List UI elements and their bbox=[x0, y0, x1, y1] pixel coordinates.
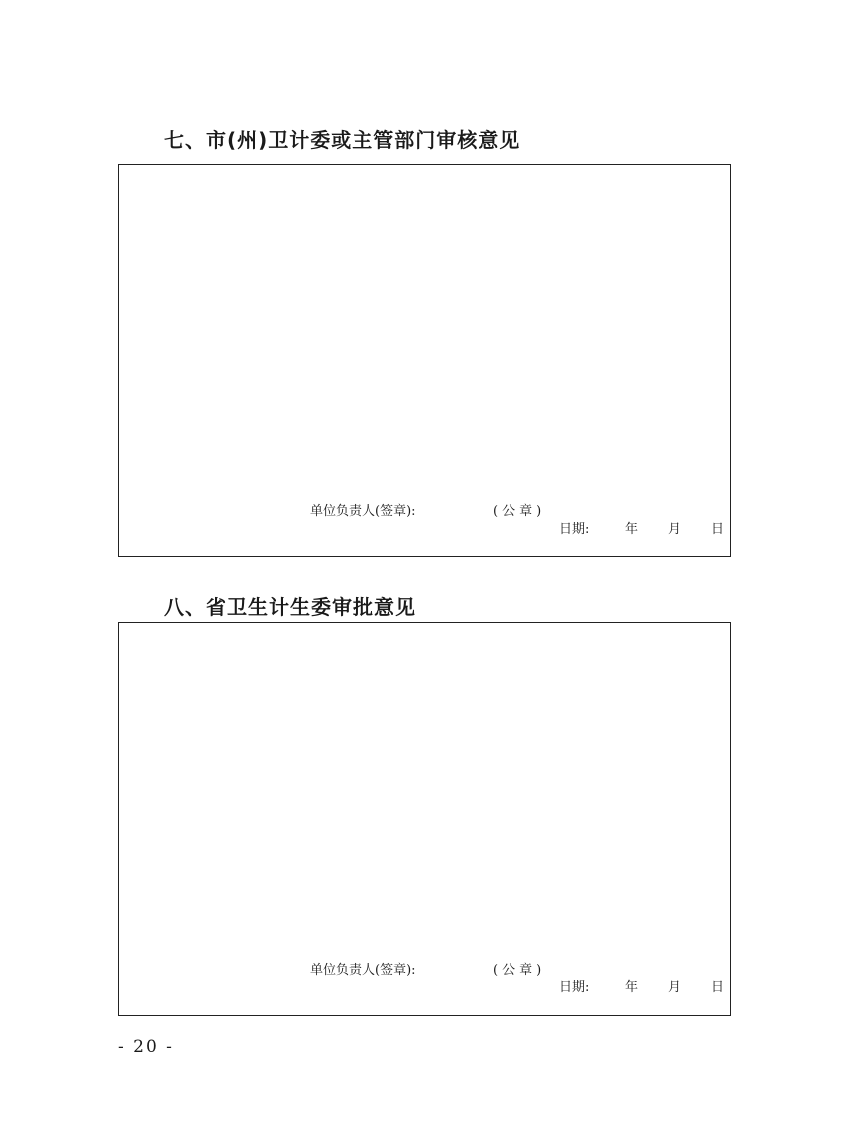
section-8-seal-label: (公章) bbox=[493, 963, 546, 978]
section-7-day-label: 日 bbox=[710, 522, 724, 537]
section-8-title: 八、省卫生计生委审批意见 bbox=[164, 595, 416, 619]
section-7-year-label: 年 bbox=[624, 522, 638, 537]
section-7-title: 七、市(州)卫计委或主管部门审核意见 bbox=[164, 128, 521, 152]
section-8-opinion-box[interactable] bbox=[118, 622, 731, 1016]
section-8-month-label: 月 bbox=[667, 980, 681, 995]
section-7-signature-label: 单位负责人(签章): bbox=[310, 504, 416, 519]
section-8-day-label: 日 bbox=[710, 980, 724, 995]
section-7-signature-line bbox=[310, 505, 545, 518]
section-7-date-label: 日期: bbox=[558, 522, 590, 537]
section-7-opinion-box[interactable] bbox=[118, 164, 731, 557]
page-number: - 20 - bbox=[118, 1037, 174, 1057]
section-8-date-label: 日期: bbox=[558, 980, 590, 995]
section-7-seal-label: (公章) bbox=[493, 504, 546, 519]
section-8-date-line bbox=[559, 981, 724, 994]
section-7-month-label: 月 bbox=[667, 522, 681, 537]
section-8-signature-label: 单位负责人(签章): bbox=[310, 963, 416, 978]
section-7-date-line bbox=[559, 523, 724, 536]
section-8-year-label: 年 bbox=[624, 980, 638, 995]
section-8-signature-line bbox=[310, 964, 545, 977]
